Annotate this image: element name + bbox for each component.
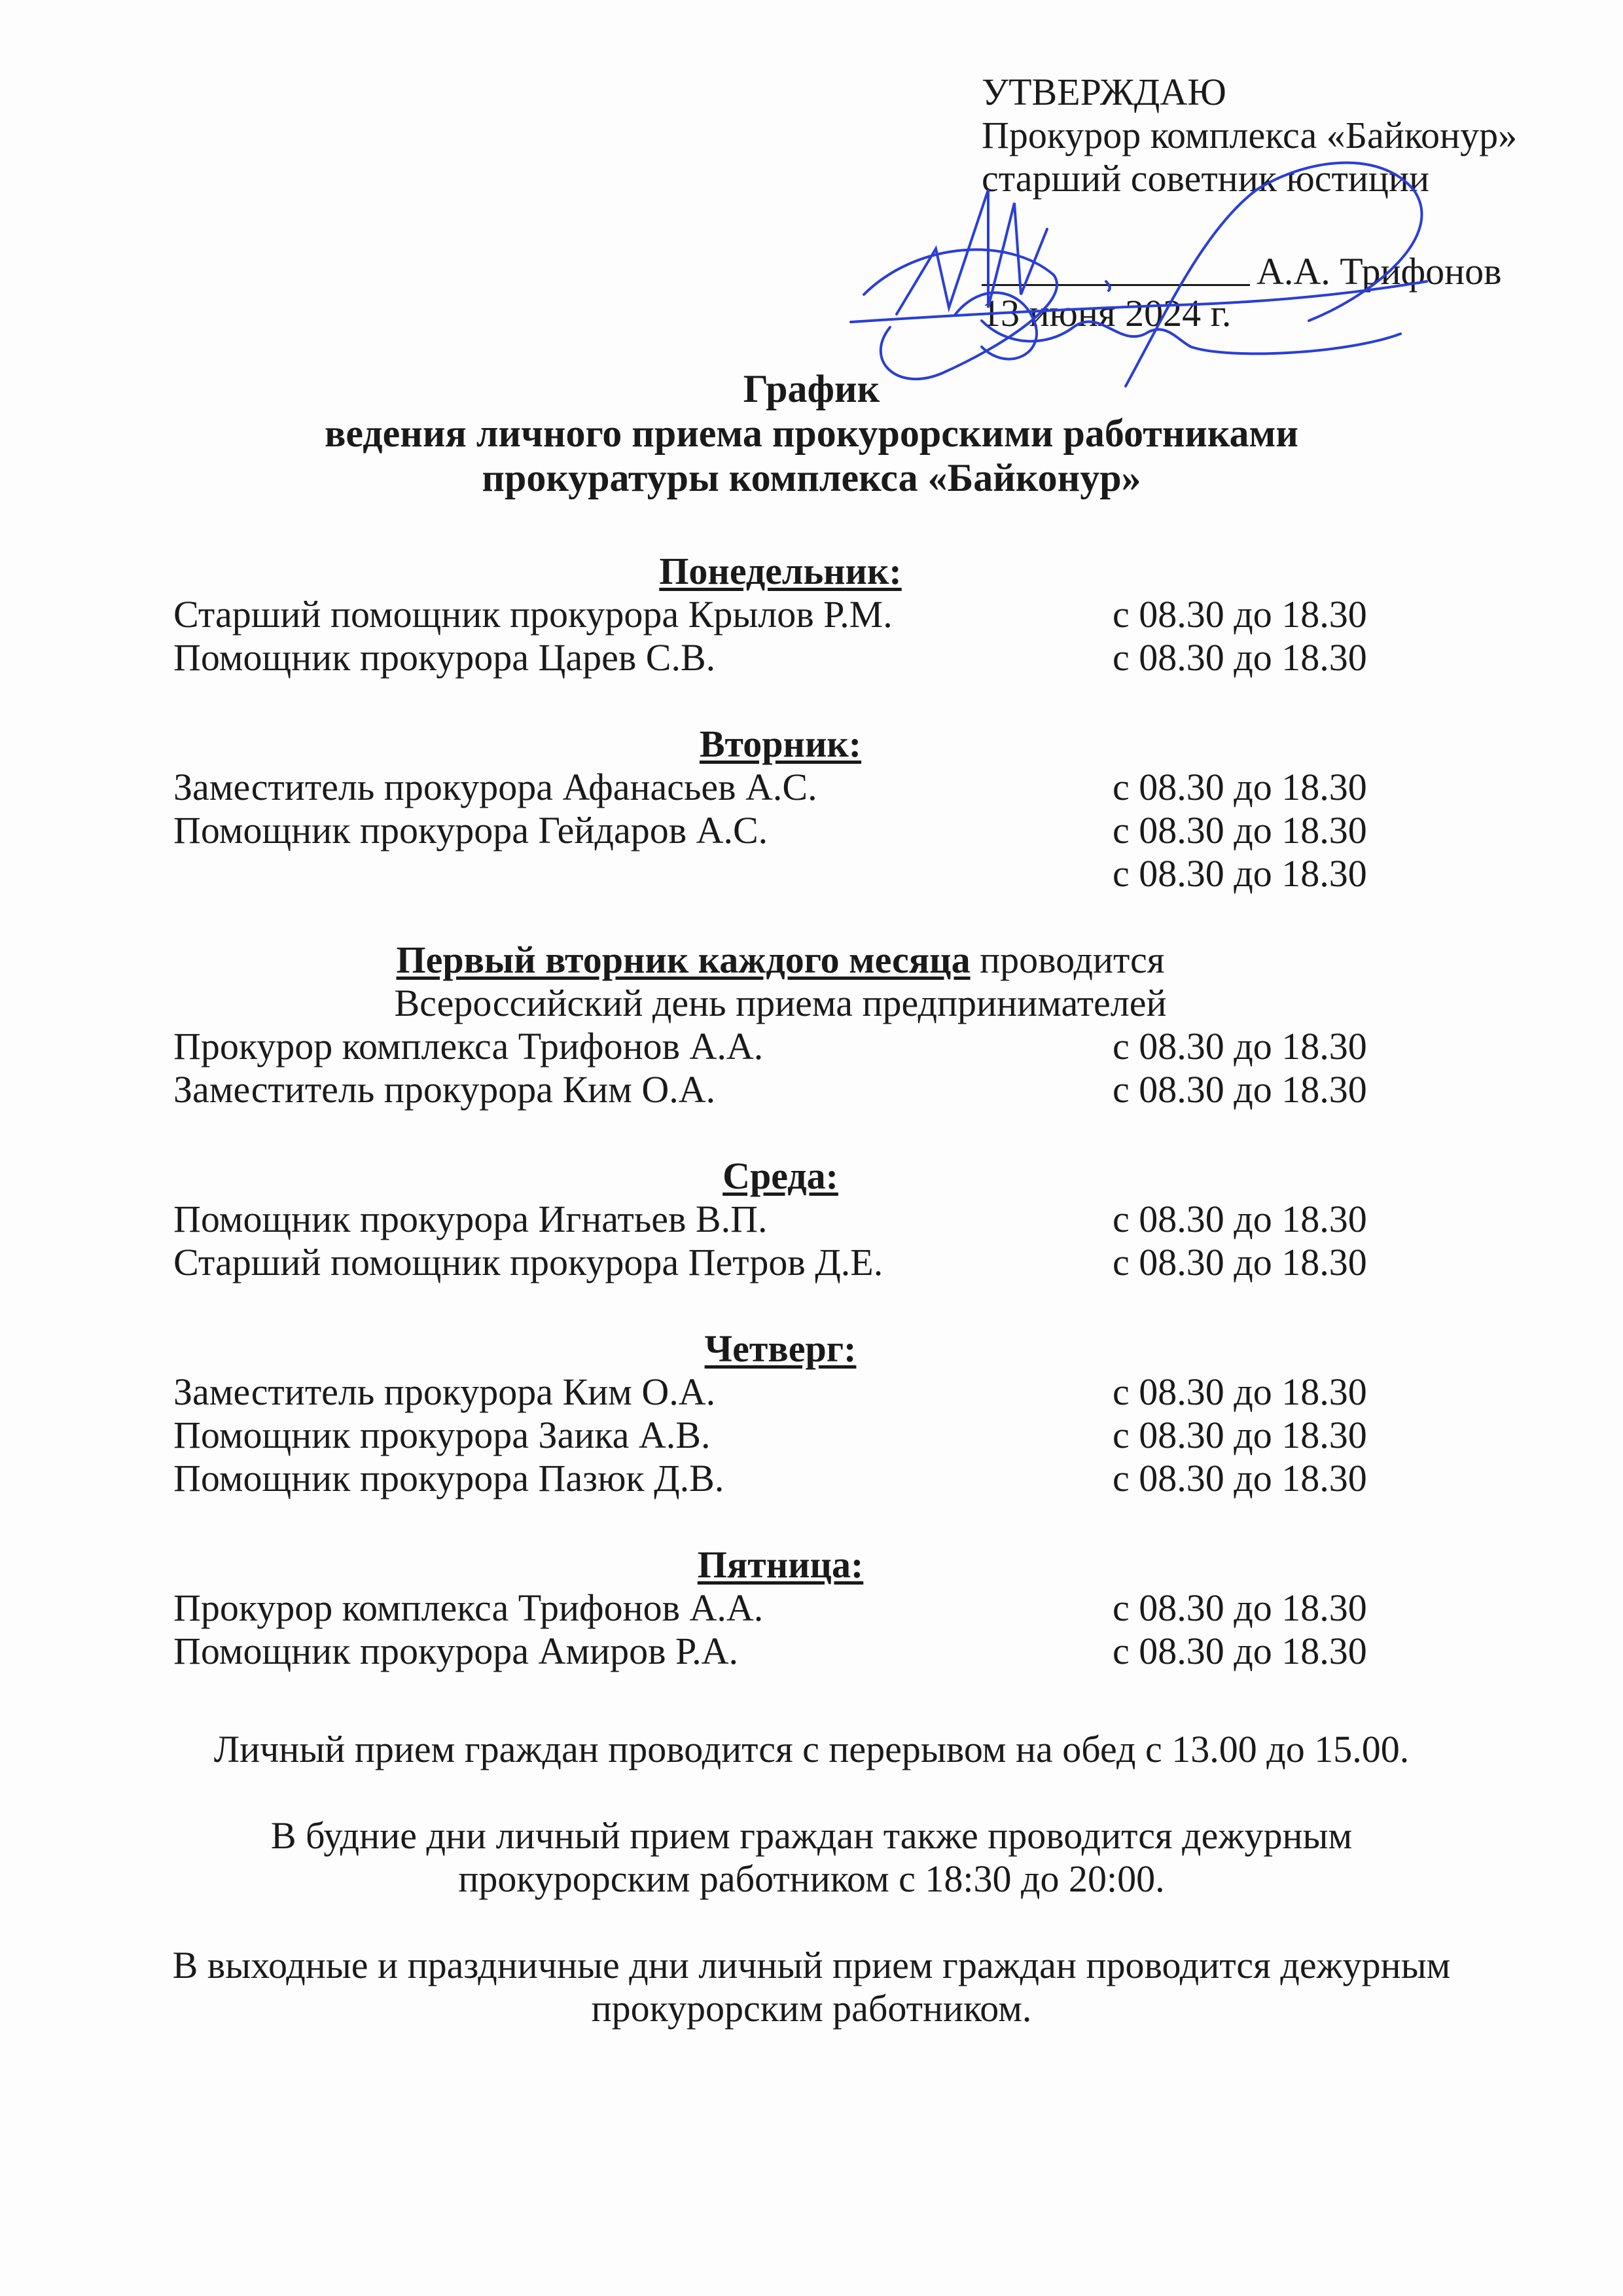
schedule-row [173,1025,1387,1068]
approval-heading: УТВЕРЖДАЮ [982,71,1226,113]
day-section-friday [173,1543,1387,1673]
schedule-row [173,1630,1387,1673]
first-tuesday-subheader: Всероссийский день приема предпринимателей [394,982,1167,1024]
day-header-monday: Понедельник: [659,550,902,592]
spacer [173,895,1387,939]
schedule-row [173,636,1387,679]
first-tuesday-label-rest: проводится [970,939,1165,981]
note-weekday-duty: В будние дни личный прием граждан также проводится дежурным прокурорским работником с 18:30 до 20:00. [270,1814,1353,1900]
reception-hours: с 08.30 до 18.30 [1113,1068,1367,1111]
title-line-1: График [743,367,880,410]
note-weekend-duty: В выходные и праздничные дни личный прием граждан проводится дежурным прокурорским работником. [172,1944,1451,2030]
day-header-thursday: Четверг: [704,1327,857,1370]
reception-hours: с 08.30 до 18.30 [1113,1371,1367,1413]
schedule [173,550,1387,1673]
spacer [173,679,1387,723]
employee-name: Заместитель прокурора Афанасьев А.С. [173,766,817,808]
first-tuesday-label: Первый вторник каждого месяца [396,939,971,981]
approver-position: Прокурор комплекса «Байконур» [982,114,1518,156]
employee-name: Помощник прокурора Амиров Р.А. [173,1630,738,1672]
reception-hours: с 08.30 до 18.30 [1113,1198,1367,1240]
title-line-3: прокуратуры комплекса «Байконур» [482,456,1141,499]
employee-name: Заместитель прокурора Ким О.А. [173,1371,716,1413]
employee-name: Заместитель прокурора Ким О.А. [173,1068,716,1111]
reception-hours: с 08.30 до 18.30 [1113,1587,1367,1629]
first-tuesday-section [173,939,1387,1111]
schedule-row [173,809,1387,852]
employee-name: Прокурор комплекса Трифонов А.А. [173,1587,764,1629]
schedule-row [173,852,1387,895]
reception-hours: с 08.30 до 18.30 [1113,1414,1367,1456]
spacer [173,1284,1387,1327]
day-section-monday [173,550,1387,679]
schedule-row [173,593,1387,636]
reception-hours: с 08.30 до 18.30 [1113,852,1367,895]
signature-line [982,284,1250,286]
schedule-row [173,1457,1387,1500]
schedule-row [173,1371,1387,1414]
employee-name: Старший помощник прокурора Крылов Р.М. [173,593,893,636]
reception-hours: с 08.30 до 18.30 [1113,1241,1367,1283]
schedule-row [173,1241,1387,1284]
signatory-name: А.А. Трифонов [1257,250,1502,293]
reception-hours: с 08.30 до 18.30 [1113,636,1367,679]
spacer [173,1111,1387,1155]
employee-name: Старший помощник прокурора Петров Д.Е. [173,1241,883,1283]
first-tuesday-header [173,939,1387,982]
approval-block [982,71,1517,200]
note-lunch-break: Личный прием граждан проводится с перерывом на обед с 13.00 до 15.00. [213,1728,1410,1770]
schedule-row [173,1587,1387,1630]
reception-hours: с 08.30 до 18.30 [1113,1630,1367,1672]
notes [92,1728,1531,2073]
day-section-tuesday [173,723,1387,895]
employee-name: Помощник прокурора Заика А.В. [173,1414,711,1456]
approver-rank: старший советник юстиции [982,157,1429,200]
reception-hours: с 08.30 до 18.30 [1113,809,1367,852]
day-header-friday: Пятница: [697,1543,864,1586]
day-header-wednesday: Среда: [722,1155,838,1197]
signature-row [982,250,1518,296]
day-section-wednesday [173,1155,1387,1284]
schedule-row [173,1198,1387,1241]
day-header-tuesday: Вторник: [699,723,862,765]
reception-hours: с 08.30 до 18.30 [1113,1457,1367,1499]
approval-date: 13 июня 2024 г. [982,292,1232,334]
reception-hours: с 08.30 до 18.30 [1113,593,1367,636]
employee-name: Прокурор комплекса Трифонов А.А. [173,1025,764,1067]
schedule-row [173,1414,1387,1457]
spacer [173,1500,1387,1543]
employee-name: Помощник прокурора Гейдаров А.С. [173,809,768,852]
reception-hours: с 08.30 до 18.30 [1113,766,1367,808]
reception-hours: с 08.30 до 18.30 [1113,1025,1367,1067]
employee-name: Помощник прокурора Игнатьев В.П. [173,1198,768,1240]
employee-name: Помощник прокурора Пазюк Д.В. [173,1457,724,1499]
day-section-thursday [173,1327,1387,1500]
document-title [0,367,1623,500]
title-line-2: ведения личного приема прокурорскими работниками [325,412,1298,455]
schedule-row [173,766,1387,809]
schedule-row [173,1068,1387,1111]
employee-name: Помощник прокурора Царев С.В. [173,636,716,679]
